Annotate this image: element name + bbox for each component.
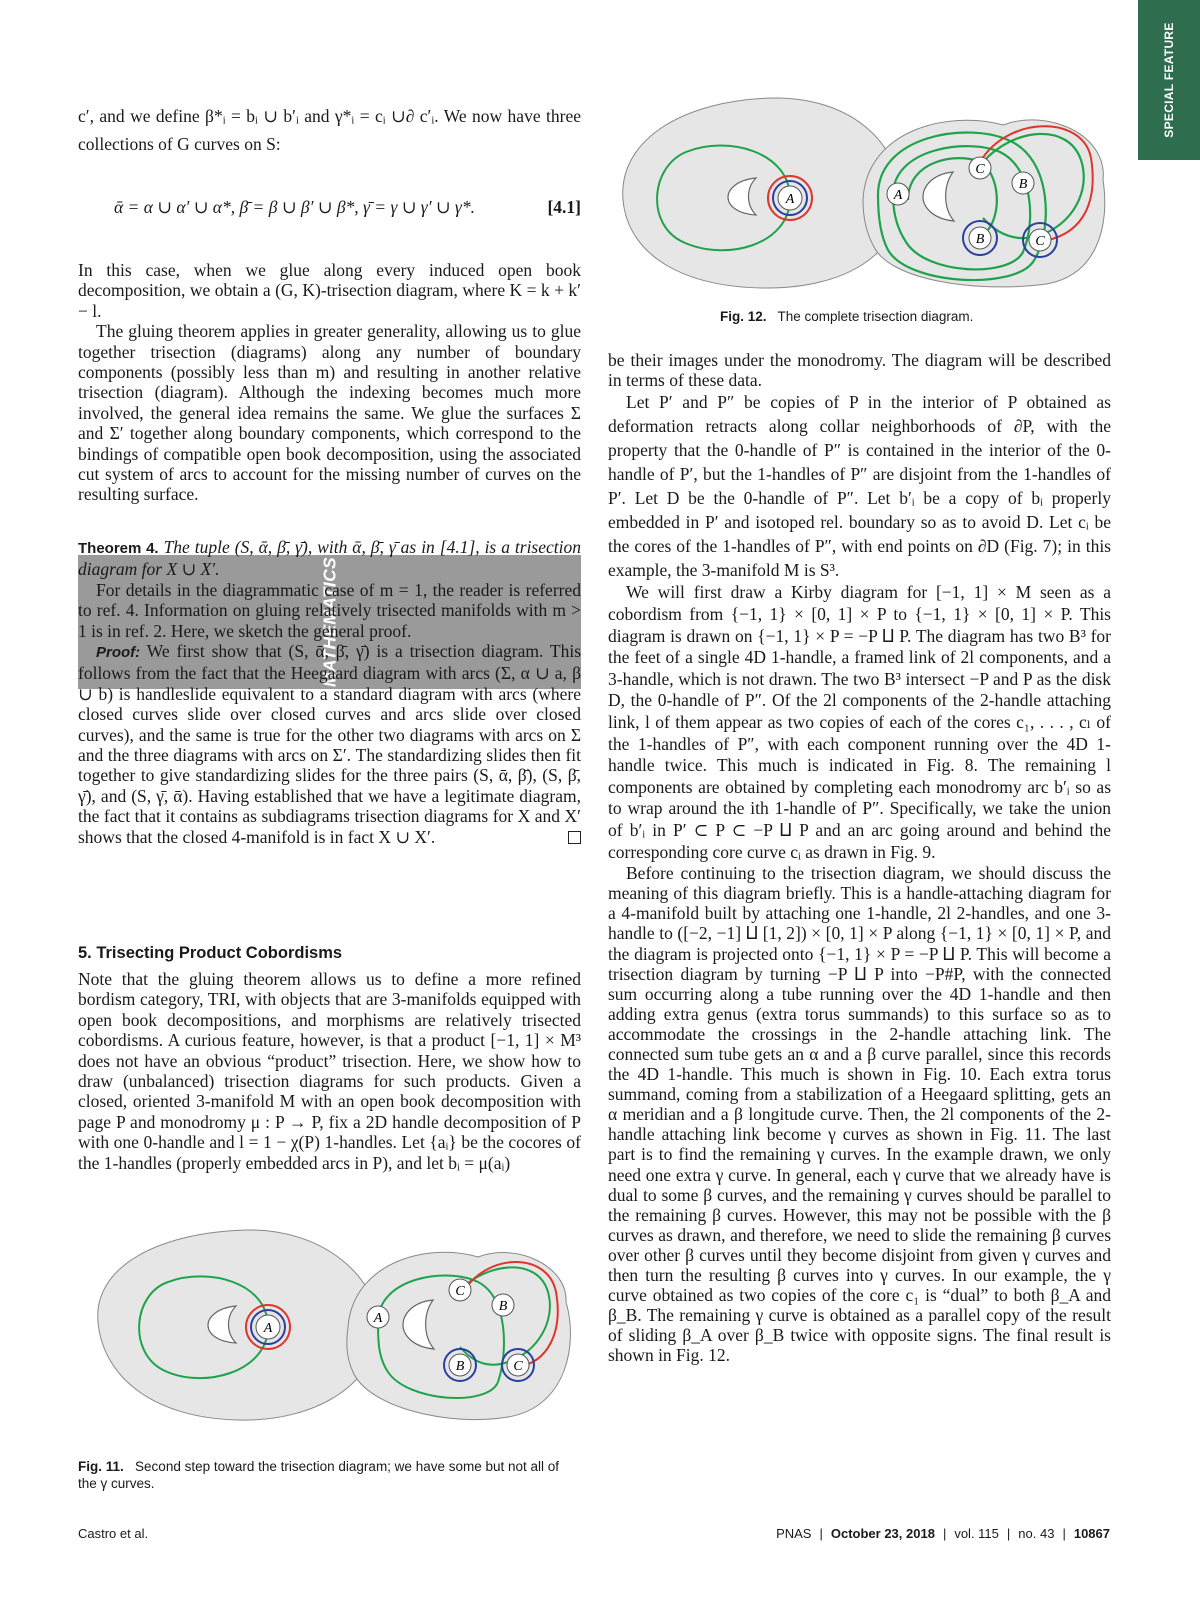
special-feature-tab — [1138, 0, 1200, 160]
theorem-text: The tuple (S, ᾱ, β̄, γ̄), with ᾱ, β̄, γ̄ as in [4.1], is a trisection diagram for X ∪ X′. — [78, 537, 581, 580]
fig12-caption-label: Fig. 12. — [720, 309, 767, 324]
paragraph: Before continuing to the trisection diagram, we should discuss the meaning of this diagram briefly. This is a handle-attaching diagram for a 4-manifold built by attaching one 1-handle, 2l 2-handles, and one 3-handle to ([−2, −1] ⨿ [1, 2]) × [0, 1] × P along {−1, 1} × [0, 1] × P, and the diagram is projected onto {−1, 1} × P = −P ⨿ P. This will become a trisection diagram by turning −P ⨿ P into −P#P, with the connected sum occurring along a tube running over the 4D 1-handle and then adding extra genus (extra torus summands) to this surface so as to accommodate the crossings in the 2-handle attaching link. The connected sum tube gets an α and a β curve parallel, since this records the 4D 1-handle. This much is shown in Fig. 10. Each extra torus summand, coming from a stabilization of a Heegaard splitting, gets an α meridian and a β longitude curve. Then, the 2l components of the 2-handle attaching link become γ curves as shown in Fig. 11. The last part is to find the remaining γ curves. In the example drawn, we only need one extra γ curve. In general, each γ curve that we already have is dual to some β curves, and the remaining γ curves should be parallel to the remaining β curves. However, this may not be possible with the β curves as drawn, and therefore, we need to slide the remaining β curves over other β curves until they become disjoint from given γ curves and then turn the resulting β curves into γ curves. In our example, the γ curve obtained as two copies of the core c₁ is “dual” to both β_A and β_B. The remaining γ curve is obtained as a parallel copy of the result of sliding β_A over β_B twice with opposite signs. The final result is shown in Fig. 12. — [608, 863, 1111, 1366]
fig11-label-b2: B — [455, 1359, 465, 1374]
paragraph: be their images under the monodromy. The diagram will be described in terms of these data. — [608, 350, 1111, 391]
fig12-label-c2: C — [1035, 234, 1045, 249]
fig11-label-c: C — [455, 1284, 465, 1299]
proof-label: Proof: — [96, 644, 141, 662]
fig12-label-a: A — [785, 192, 795, 207]
fig11-diagram — [78, 1222, 583, 1427]
fig11-caption — [78, 1458, 581, 1492]
fig11-caption-text: Second step toward the trisection diagram; we have some but not all of the γ curves. — [78, 1459, 560, 1491]
fig12-caption — [720, 308, 1120, 325]
footer-volume: vol. 115 — [954, 1526, 999, 1541]
paragraph: We will first draw a Kirby diagram for [−1, 1] × M seen as a cobordism from {−1, 1} × [0, 1] × P to {−1, 1} × [0, 1] × P. This diagram is drawn on {−1, 1} × P = −P ⨿ P. The diagram has two B³ for the feet of a single 4D 1-handle, a framed link of 2l components, and a 3-handle, which is not drawn. The two B³ intersect −P and P as the disk D, the 0-handle of P″. Of the 2l components of the 2-handle attaching link, l of them appear as two copies of each of the cores c₁, . . . , cₗ of the 1-handles of P″, with each component running over the 4D 1-handle twice. This much is indicated in Fig. 8. The remaining l components are obtained by completing each monodromy arc b′ᵢ so as to wrap around the ith 1-handle of P″. Specifically, we take the union of b′ᵢ in P′ ⊂ P ⊂ −P ⨿ P and an arc going around and behind the corresponding core curve cᵢ as drawn in Fig. 9. — [608, 582, 1111, 862]
fig12-label-c: C — [975, 162, 985, 177]
footer-journal-info: PNAS | October 23, 2018 | vol. 115 | no. 43 | 10867 — [776, 1526, 1110, 1541]
theorem-label: Theorem 4. — [78, 540, 159, 557]
fig12-label-a2: A — [893, 188, 903, 203]
fig11-label-a2: A — [373, 1311, 383, 1326]
left-section5 — [78, 969, 581, 1173]
qed-box — [568, 831, 581, 844]
right-body — [608, 350, 1111, 1365]
paragraph: Note that the gluing theorem allows us to define a more refined bordism category, TRI, with objects that are 3-manifolds equipped with open book decompositions, and morphisms are relatively trisected cobordisms. A curious feature, however, is that a product [−1, 1] × M³ does not have an obvious “product” trisection. Here, we show how to draw (unbalanced) trisection diagrams for such products. Given a closed, oriented 3-manifold M with an open book decomposition with page P and monodromy μ : P → P, fix a 2D handle decomposition of P with one 0-handle and l = 1 − χ(P) 1-handles. Let {aᵢ} be the cocores of the 1-handles (properly embedded arcs in P), and let bᵢ = μ(aᵢ) — [78, 969, 581, 1173]
fig12-left-surface — [623, 98, 900, 288]
equation-text: ᾱ = α ∪ α′ ∪ α*, β̄ = β ∪ β′ ∪ β*, γ̄ = γ ∪ γ′ ∪ γ*. — [114, 197, 475, 217]
fig11-caption-label: Fig. 11. — [78, 1459, 124, 1474]
fig12-label-b2: B — [975, 232, 985, 247]
proof-text: We first show that (S, ᾱ, β̄, γ̄) is a trisection diagram. This follows from the fact that the Heegaard diagram with arcs (Σ, α ∪ a, β ∪ b) is handleslide equivalent to a standard diagram with arcs (where closed curves slide over closed curves and arcs slide over closed curves), and the same is true for the other two diagrams with arcs on Σ and the three diagrams with arcs on Σ′. The standardizing slides then fit together to give standardizing slides for the three pairs (S, ᾱ, β̄), (S, β̄, γ̄), and (S, γ̄, ᾱ). Having established that we have a legitimate diagram, the fact that it contains as subdiagrams trisection diagrams for X and X′ shows that the closed 4-manifold is in fact X ∪ X′. — [78, 641, 582, 847]
fig11-label-b: B — [498, 1299, 508, 1314]
left-body — [78, 260, 581, 505]
fig12-diagram — [608, 90, 1113, 295]
equation-number: [4.1] — [547, 197, 581, 217]
theorem-block — [78, 537, 581, 847]
footer-date: October 23, 2018 — [830, 1526, 935, 1541]
fig11-label-a: A — [263, 1321, 273, 1336]
paragraph: Let P′ and P″ be copies of P in the interior of P obtained as deformation retracts along collar neighborhoods of ∂P, with the property that the 0-handle of P″ is contained in the interior of the 0-handle of P′, but the 1-handles of P″ are disjoint from the 1-handles of P′. Let D be the 0-handle of P″. Let b′ᵢ be a copy of bᵢ properly embedded in P′ and isotoped rel. boundary so as to avoid D. Let cᵢ be the cores of the 1-handles of P″, with end points on ∂D (Fig. 7); in this example, the 3-manifold M is S³. — [608, 392, 1111, 581]
fig12-caption-text: The complete trisection diagram. — [777, 309, 974, 324]
paragraph: In this case, when we glue along every induced open book decomposition, we obtain a (G, K)-trisection diagram, where K = k + k′ − l. — [78, 260, 581, 321]
left-intro — [78, 102, 581, 158]
intro-text: c′, and we define β*ᵢ = bᵢ ∪ b′ᵢ and γ*ᵢ = cᵢ ∪∂ c′ᵢ. We now have three collections of G curves on S: — [78, 106, 581, 154]
section-title: 5. Trisecting Product Cobordisms — [78, 944, 343, 962]
mathematics-label: MATHEMATICS — [319, 557, 339, 687]
paragraph: The gluing theorem applies in greater generality, allowing us to glue together trisection (diagrams) along any number of boundary components (possibly less than m) and resulting in another relative trisection (diagram). Although the indexing becomes much more involved, the general idea remains the same. We glue the surfaces Σ and Σ′ together along boundary components, which correspond to the bindings of compatible open book decomposition, using the associated cut system of arcs to account for the missing number of curves on the resulting surface. — [78, 321, 581, 505]
special-feature-label: SPECIAL FEATURE — [1162, 22, 1176, 138]
footer-page: 10867 — [1073, 1526, 1110, 1541]
fig12-label-b: B — [1018, 177, 1028, 192]
footer-journal: PNAS — [776, 1526, 812, 1541]
paragraph: For details in the diagrammatic case of m = 1, the reader is referred to ref. 4. Information on gluing relatively trisected manifolds with m > 1 is in ref. 2. Here, we sketch the general proof. — [78, 579, 581, 641]
footer-issue: no. 43 — [1018, 1526, 1055, 1541]
footer-authors: Castro et al. — [78, 1526, 149, 1541]
fig11-label-c2: C — [513, 1359, 523, 1374]
